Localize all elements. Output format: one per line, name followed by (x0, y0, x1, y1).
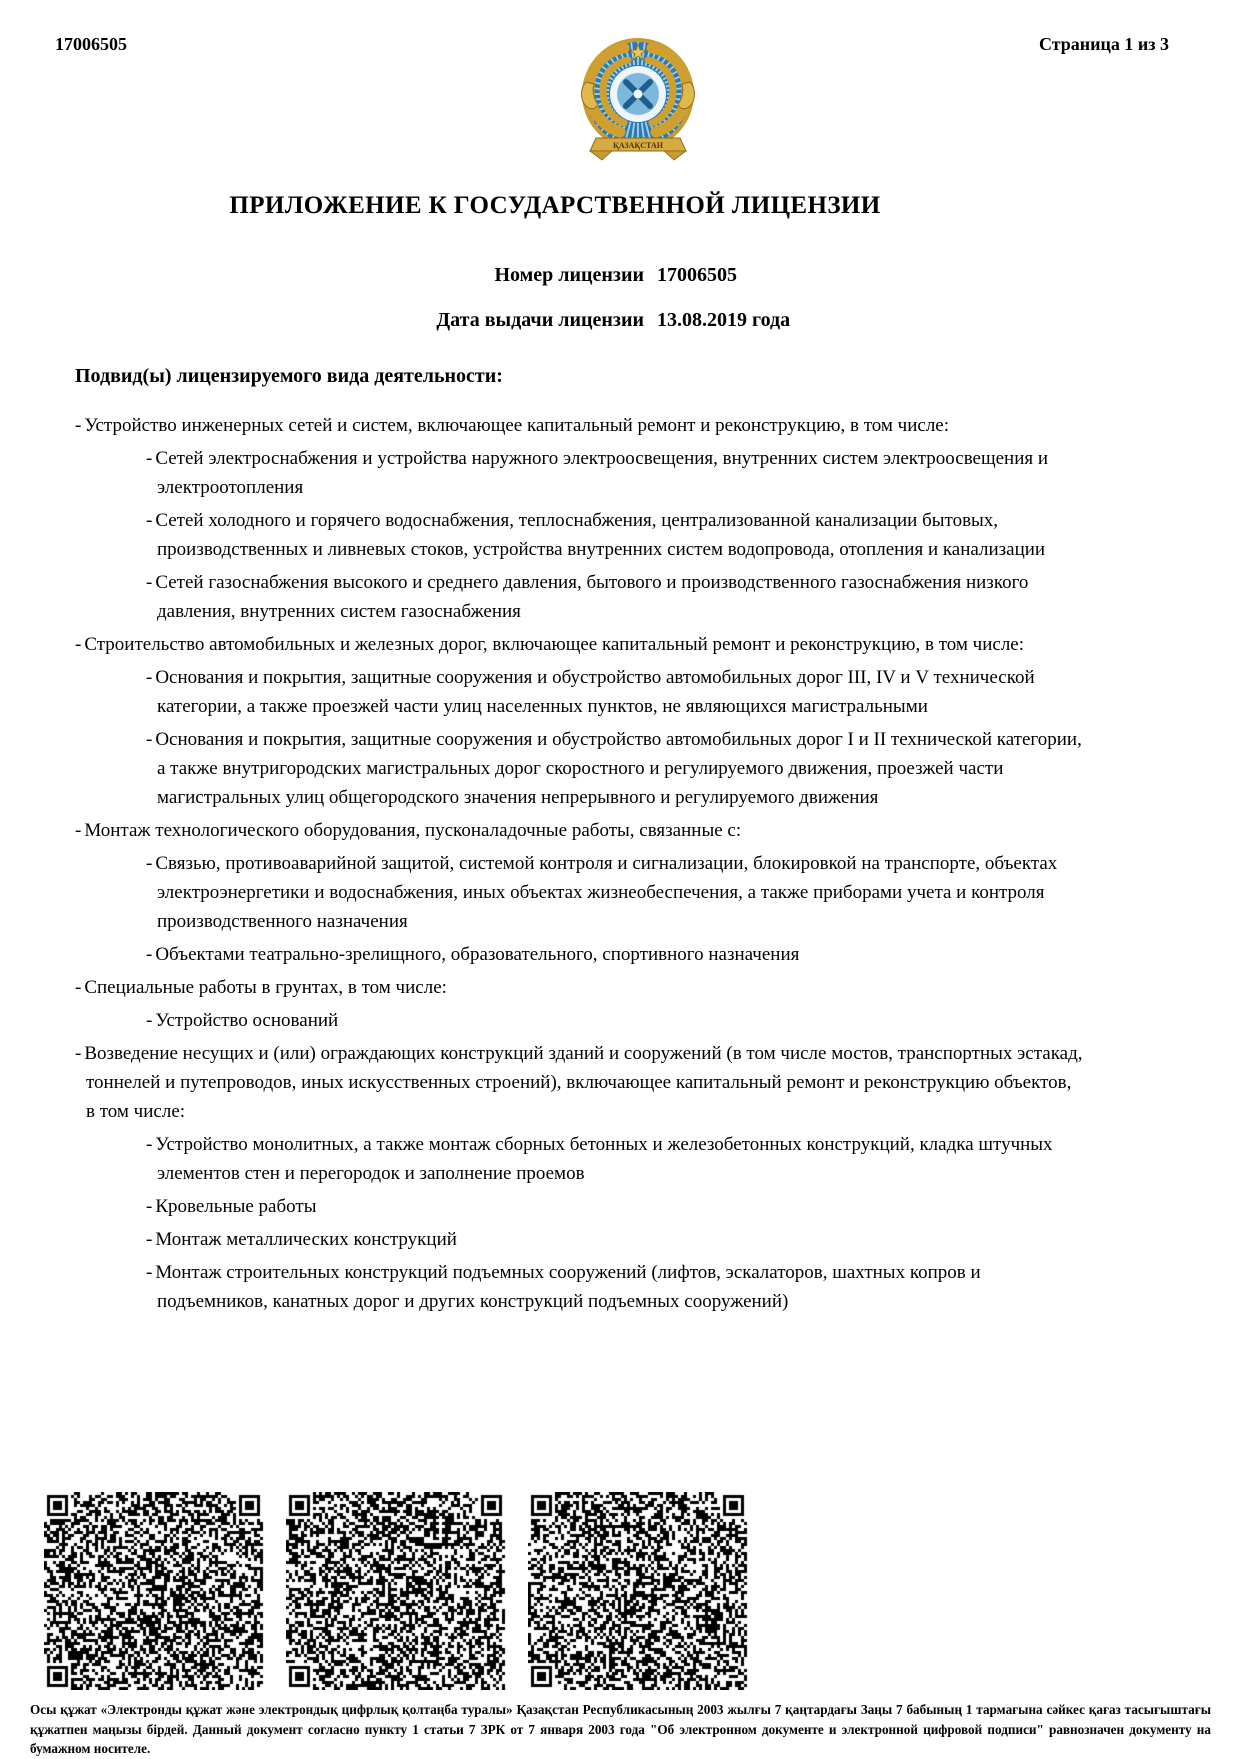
activity-subitem-text: Сетей электроснабжения и устройства наружного электроосвещения, внутренних систем электроосвещения и электроотопления (155, 448, 1049, 498)
activity-subitem-text: Объектами театрально-зрелищного, образовательного, спортивного назначения (155, 944, 800, 965)
activity-subitem-text: Сетей газоснабжения высокого и среднего давления, бытового и производственного газоснабжения низкого давления, внутренних систем газоснабжения (155, 572, 1029, 622)
activity-sublist (86, 1006, 1085, 1035)
activity-item-text: Строительство автомобильных и железных дорог, включающее капитальный ремонт и реконструкцию, в том числе: (84, 634, 1025, 655)
license-meta (0, 262, 1241, 352)
activity-sublist (86, 444, 1085, 626)
qr-code-2 (286, 1492, 506, 1690)
qr-code-1 (44, 1492, 264, 1690)
activities-list (75, 411, 1085, 1316)
activity-sublist (86, 663, 1085, 812)
activity-item (75, 411, 1085, 626)
activity-item (75, 973, 1085, 1035)
activity-subitem (146, 568, 1085, 626)
activity-subitem (146, 1130, 1085, 1188)
qr-row (44, 1492, 748, 1690)
activity-subitem-text: Основания и покрытия, защитные сооружения и обустройство автомобильных дорог III, IV и V технической категории, а также проезжей части улиц населенных пунктов, не являющихся магистральными (155, 667, 1035, 717)
activity-subitem (146, 1225, 1085, 1254)
license-number-label: Номер лицензии (494, 264, 644, 286)
emblem-banner (590, 138, 686, 160)
activity-subitem-text: Устройство монолитных, а также монтаж сборных бетонных и железобетонных конструкций, кладка штучных элементов стен и перегородок и заполнение проемов (155, 1134, 1053, 1184)
page-indicator: Страница 1 из 3 (1038, 34, 1169, 54)
activity-sublist (86, 1130, 1085, 1316)
license-number-row (0, 262, 1241, 288)
activity-subitem (146, 940, 1085, 969)
activity-subitem-text: Монтаж строительных конструкций подъемных сооружений (лифтов, эскалаторов, шахтных копров и подъемников, канатных дорог и других конструкций подъемных сооружений) (155, 1262, 981, 1312)
activity-item (75, 1039, 1085, 1316)
activity-item-text: Возведение несущих и (или) ограждающих конструкций зданий и сооружений (в том числе мостов, транспортных эстакад, тоннелей и путепроводов, иных искусственных строений), включающее капитальный ремонт и реконструкцию объектов, в том числе: (84, 1043, 1083, 1122)
activity-subitem-text: Монтаж металлических конструкций (155, 1229, 457, 1250)
qr-code-3 (528, 1492, 748, 1690)
activity-subitem-text: Основания и покрытия, защитные сооружения и обустройство автомобильных дорог I и II технической категории, а также внутригородских магистральных дорог скоростного и регулируемого движения, проезжей части магистральных улиц общегородского значения непрерывного и регулируемого движения (155, 729, 1082, 808)
activities-section (75, 411, 1085, 1320)
activities-heading: Подвид(ы) лицензируемого вида деятельности: (75, 365, 503, 387)
activity-subitem (146, 444, 1085, 502)
activity-subitem (146, 725, 1085, 812)
activity-item-text: Устройство инженерных сетей и систем, включающее капитальный ремонт и реконструкцию, в том числе: (84, 415, 950, 436)
activity-subitem (146, 849, 1085, 936)
activity-subitem (146, 1006, 1085, 1035)
issue-date-row (0, 307, 1241, 333)
legal-footer: Осы құжат «Электронды құжат және электрондық цифрлық қолтаңба туралы» Қазақстан Республикасының 2003 жылғы 7 қаңтардағы Заңы 7 бабының 1 тармағына сәйкес қағаз тасығыштағы құжатпен маңызы бірдей. Данный документ согласно пункту 1 статьи 7 ЗРК от 7 января 2003 года "Об электронном документе и электронной цифровой подписи" равнозначен документу на бумажном носителе. (30, 1702, 1211, 1756)
activity-subitem (146, 663, 1085, 721)
activity-subitem-text: Устройство оснований (155, 1010, 339, 1031)
activity-subitem (146, 1258, 1085, 1316)
activity-subitem-text: Сетей холодного и горячего водоснабжения, теплоснабжения, централизованной канализации бытовых, производственных и ливневых стоков, устройства внутренних систем водопровода, отопления и канализации (155, 510, 1046, 560)
kazakhstan-emblem-icon (572, 24, 704, 162)
activity-item (75, 816, 1085, 969)
document-title: ПРИЛОЖЕНИЕ К ГОСУДАРСТВЕННОЙ ЛИЦЕНЗИИ (229, 192, 881, 219)
emblem-banner-text: ҚАЗАҚСТАН (613, 141, 663, 150)
activity-sublist (86, 849, 1085, 969)
emblem-shanyrak (610, 66, 666, 122)
license-number-value: 17006505 (657, 264, 737, 286)
activity-item-text: Специальные работы в грунтах, в том числе: (84, 977, 447, 998)
issue-date-label: Дата выдачи лицензии (436, 309, 644, 331)
document-number: 17006505 (55, 34, 127, 54)
activity-subitem (146, 1192, 1085, 1221)
activity-subitem-text: Связью, противоаварийной защитой, системой контроля и сигнализации, блокировкой на транспорте, объектах электроэнергетики и водоснабжения, иных объектах жизнеобеспечения, а также приборами учета и контроля производственного назначения (155, 853, 1058, 932)
issue-date-value: 13.08.2019 года (657, 309, 791, 331)
activity-item (75, 630, 1085, 812)
activity-subitem-text: Кровельные работы (155, 1196, 317, 1217)
activity-subitem (146, 506, 1085, 564)
activity-item-text: Монтаж технологического оборудования, пусконаладочные работы, связанные с: (84, 820, 742, 841)
